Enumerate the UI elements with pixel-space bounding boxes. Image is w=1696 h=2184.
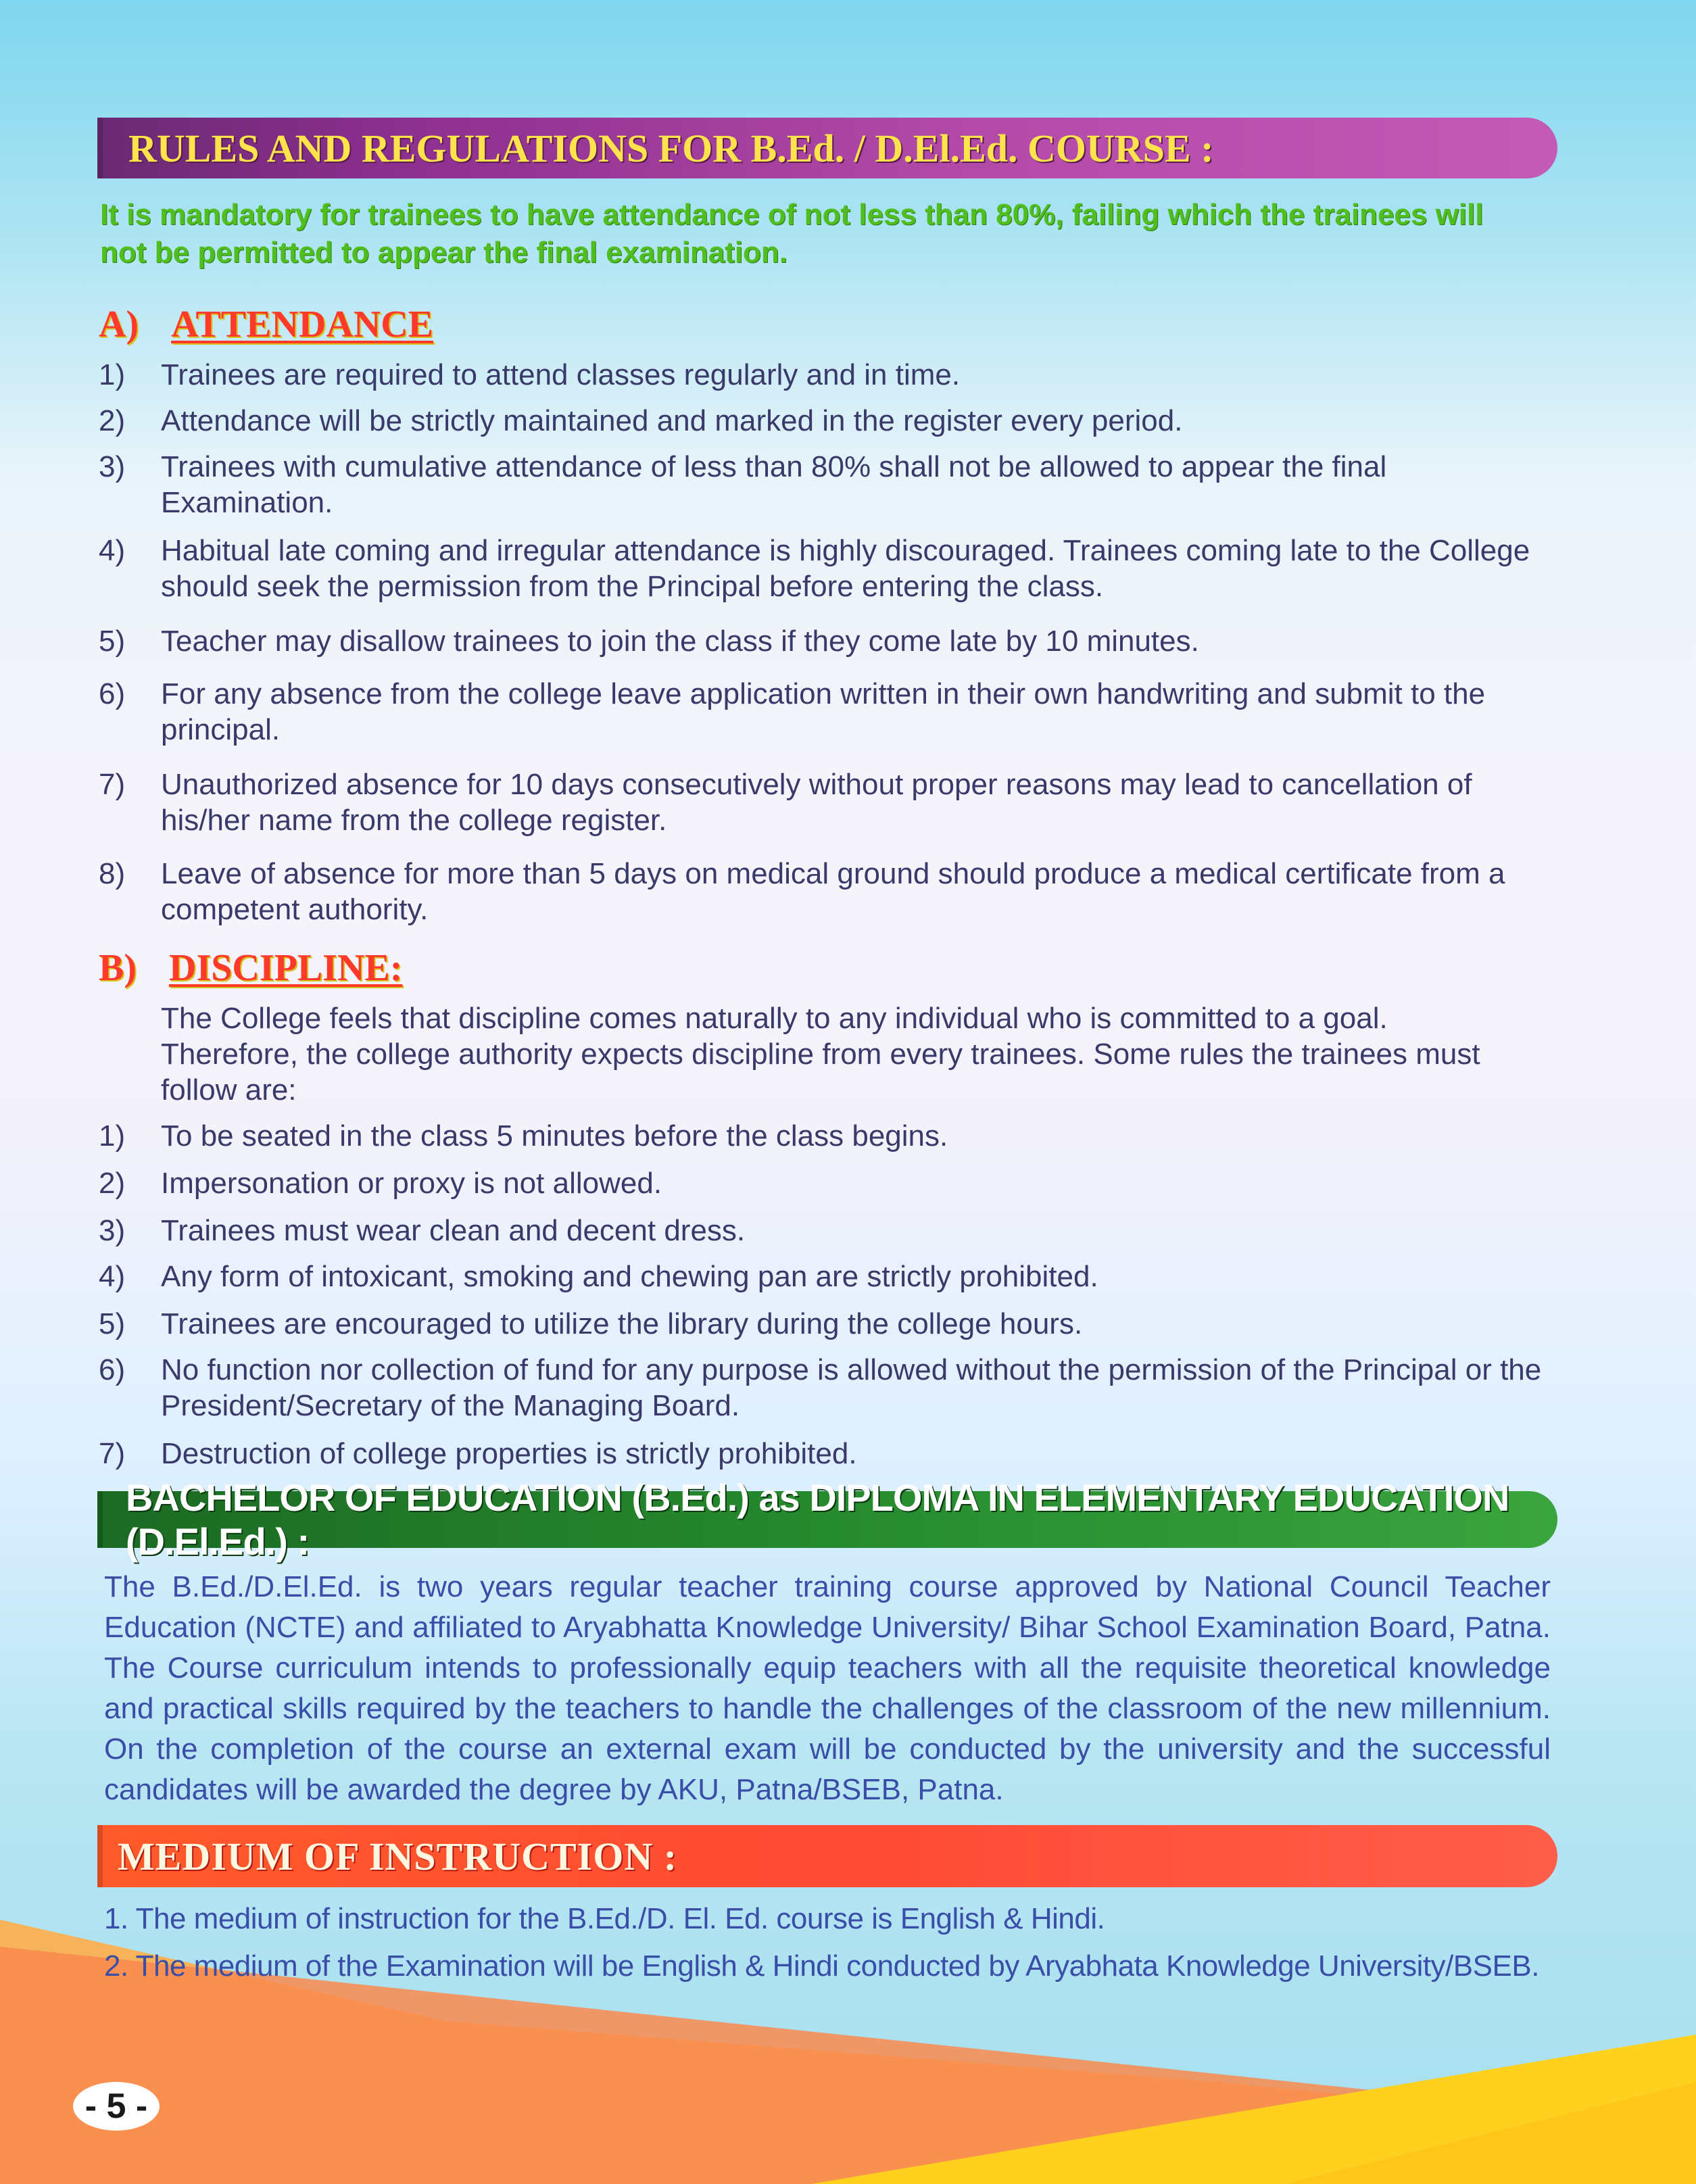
bed-banner xyxy=(97,1476,1557,1563)
discipline-item xyxy=(99,1165,1552,1201)
attendance-item-number: 1) xyxy=(99,358,126,391)
discipline-item xyxy=(99,1436,1552,1472)
attendance-item xyxy=(99,449,1552,520)
rules-banner xyxy=(97,118,1557,178)
attendance-heading-letter: A) xyxy=(99,304,139,345)
attendance-item-text: Teacher may disallow trainees to join the class if they come late by 10 minutes. xyxy=(161,625,1199,658)
discipline-item-number: 1) xyxy=(99,1119,126,1152)
attendance-item xyxy=(99,533,1552,604)
discipline-item-text: Impersonation or proxy is not allowed. xyxy=(161,1167,662,1200)
discipline-item-text: Destruction of college properties is strictly prohibited. xyxy=(161,1437,857,1470)
attendance-item xyxy=(99,403,1552,439)
attendance-item-number: 8) xyxy=(99,857,126,890)
discipline-item-number: 2) xyxy=(99,1167,126,1200)
attendance-item-text: Trainees with cumulative attendance of less than 80% shall not be allowed to appear the final Examination. xyxy=(161,450,1387,519)
discipline-intro: The College feels that discipline comes naturally to any individual who is committed to a goal. Therefore, the college authority expects discipline from every trainees. Some rules the trainees must follow are: xyxy=(161,1002,1480,1107)
discipline-item-number: 5) xyxy=(99,1307,126,1340)
discipline-item-text: Trainees are encouraged to utilize the library during the college hours. xyxy=(161,1307,1083,1340)
discipline-item xyxy=(99,1213,1552,1248)
discipline-item xyxy=(99,1352,1552,1424)
discipline-item-number: 7) xyxy=(99,1437,126,1470)
attendance-item-number: 6) xyxy=(99,677,126,710)
discipline-item-number: 6) xyxy=(99,1353,126,1386)
rules-banner-title: RULES AND REGULATIONS FOR B.Ed. / D.El.Ed. COURSE : xyxy=(128,126,1214,170)
bed-banner-title: BACHELOR OF EDUCATION (B.Ed.) as DIPLOMA IN ELEMENTARY EDUCATION (D.El.Ed.) : xyxy=(126,1476,1509,1563)
attendance-item-number: 2) xyxy=(99,404,126,437)
attendance-item xyxy=(99,676,1552,748)
attendance-item xyxy=(99,767,1552,838)
attendance-item-text: Attendance will be strictly maintained and marked in the register every period. xyxy=(161,404,1183,437)
medium-item: 2. The medium of the Examination will be English & Hindi conducted by Aryabhata Knowledge University/BSEB. xyxy=(104,1949,1539,1983)
attendance-item-text: Leave of absence for more than 5 days on medical ground should produce a medical certificate from a competent authority. xyxy=(161,857,1505,926)
medium-banner xyxy=(97,1825,1557,1887)
attendance-item-text: For any absence from the college leave application written in their own handwriting and submit to the principal. xyxy=(161,677,1486,746)
attendance-item xyxy=(99,856,1552,927)
discipline-heading-letter: B) xyxy=(99,947,137,989)
discipline-item-text: To be seated in the class 5 minutes before the class begins. xyxy=(161,1119,948,1152)
discipline-item-number: 4) xyxy=(99,1260,126,1293)
attendance-item xyxy=(99,357,1552,393)
attendance-heading xyxy=(99,303,433,346)
medium-banner-title: MEDIUM OF INSTRUCTION : xyxy=(118,1834,678,1878)
discipline-heading xyxy=(99,946,402,990)
attendance-item xyxy=(99,623,1552,659)
page-number-text: - 5 - xyxy=(84,2087,148,2126)
discipline-item-text: Trainees must wear clean and decent dress. xyxy=(161,1214,746,1247)
attendance-item-number: 3) xyxy=(99,450,126,483)
attendance-item-text: Habitual late coming and irregular attendance is highly discouraged. Trainees coming late to the College should seek the permission from the Principal before entering the class. xyxy=(161,534,1530,603)
attendance-item-number: 5) xyxy=(99,625,126,658)
discipline-item xyxy=(99,1118,1552,1154)
attendance-heading-title: ATTENDANCE xyxy=(171,304,433,345)
discipline-item-number: 3) xyxy=(99,1214,126,1247)
page-number xyxy=(73,2082,160,2131)
bed-course-description: The B.Ed./D.El.Ed. is two years regular teacher training course approved by National Council Teacher Education (NCTE) and affiliated to Aryabhatta Knowledge University/ Bihar School Examination Board, Patna. The Course curriculum intends to professionally equip teachers with all the requisite theoretical knowledge and practical skills required by the teachers to handle the challenges of the classroom of the new millennium. On the completion of the course an external exam will be conducted by the university and the successful candidates will be awarded the degree by AKU, Patna/BSEB, Patna. xyxy=(104,1570,1551,1806)
attendance-item-number: 7) xyxy=(99,768,126,801)
attendance-item-number: 4) xyxy=(99,534,126,567)
medium-item: 1. The medium of instruction for the B.Ed./D. El. Ed. course is English & Hindi. xyxy=(104,1902,1105,1935)
attendance-item-text: Trainees are required to attend classes regularly and in time. xyxy=(161,358,961,391)
discipline-item-text: Any form of intoxicant, smoking and chewing pan are strictly prohibited. xyxy=(161,1260,1098,1293)
attendance-requirement-note: It is mandatory for trainees to have attendance of not less than 80%, failing which the trainees will not be permitted to appear the final examination. xyxy=(100,198,1484,269)
discipline-heading-title: DISCIPLINE: xyxy=(169,947,403,989)
discipline-item-text: No function nor collection of fund for any purpose is allowed without the permission of the Principal or the President/Secretary of the Managing Board. xyxy=(161,1353,1542,1422)
discipline-item xyxy=(99,1306,1552,1342)
attendance-item-text: Unauthorized absence for 10 days consecutively without proper reasons may lead to cancellation of his/her name from the college register. xyxy=(161,768,1472,837)
discipline-item xyxy=(99,1259,1552,1294)
